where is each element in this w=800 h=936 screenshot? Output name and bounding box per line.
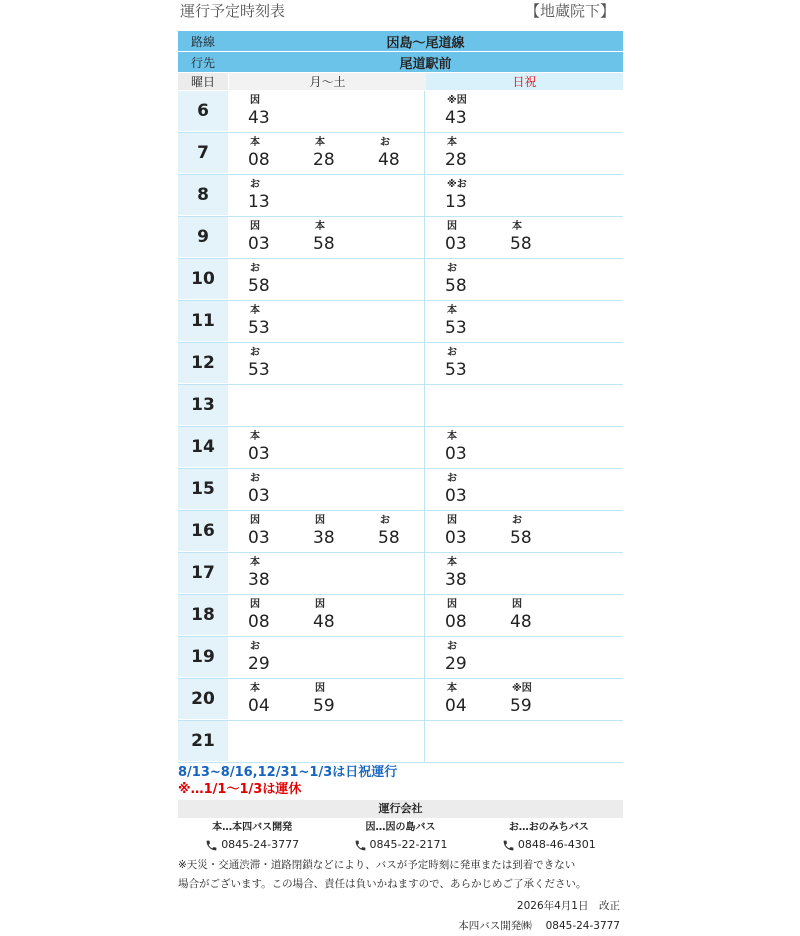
weekday-cell [228, 91, 425, 132]
weekday-header: 月〜土 [228, 73, 426, 90]
departure [445, 469, 485, 506]
departure [248, 469, 288, 506]
holiday-cell [425, 301, 623, 342]
hour-row [178, 259, 623, 301]
departure [510, 595, 550, 632]
publisher-info: 本四バス開発㈱ 0845-24-3777 [458, 920, 620, 932]
departure [445, 259, 485, 296]
hour-label: 7 [178, 133, 228, 174]
weekday-cell [228, 469, 425, 510]
operator-phone [178, 836, 326, 854]
departure-minute: 13 [248, 192, 270, 212]
operator-mark: お [512, 515, 522, 526]
hour-row [178, 343, 623, 385]
day-type-row [178, 73, 623, 91]
departure [248, 217, 288, 254]
departure [248, 133, 288, 170]
holiday-cell [425, 385, 623, 426]
holiday-cell [425, 133, 623, 174]
departure [445, 175, 485, 212]
departure [445, 679, 485, 716]
departure-minute: 28 [313, 150, 335, 170]
departure-minute: 58 [248, 276, 270, 296]
timetable-grid [178, 91, 623, 763]
destination-label: 行先 [178, 52, 228, 72]
operators-list [178, 820, 623, 854]
weekday-cell [228, 511, 425, 552]
operator-mark: 本 [250, 431, 260, 442]
departure-minute: 03 [445, 486, 467, 506]
hour-row [178, 301, 623, 343]
operator-phone [475, 836, 623, 854]
operator-mark: 因 [512, 599, 522, 610]
departure [445, 91, 485, 128]
operator-mark: お [447, 641, 457, 652]
holiday-schedule-note: 8/13~8/16,12/31~1/3は日祝運行 [178, 765, 398, 780]
departure-minute: 08 [445, 612, 467, 632]
disclaimer-line: 場合がございます。この場合、責任は負いかねますので、あらかじめご了承ください。 [178, 878, 587, 890]
route-row [178, 31, 623, 52]
departure-minute: 59 [510, 696, 532, 716]
holiday-cell [425, 469, 623, 510]
holiday-cell [425, 553, 623, 594]
departure-minute: 03 [248, 486, 270, 506]
timetable-page [178, 0, 623, 936]
operator-mark: 本 [315, 137, 325, 148]
departure [248, 175, 288, 212]
operator-phone [326, 836, 474, 854]
holiday-cell [425, 343, 623, 384]
operator-mark: 因 [315, 515, 325, 526]
departure-minute: 59 [313, 696, 335, 716]
holiday-cell [425, 427, 623, 468]
operator-mark: 本 [512, 221, 522, 232]
holiday-cell [425, 637, 623, 678]
hour-label: 12 [178, 343, 228, 384]
disclaimer [178, 856, 623, 894]
operator-item [475, 820, 623, 854]
hour-label: 18 [178, 595, 228, 636]
departure-minute: 03 [248, 528, 270, 548]
operator-mark: お [447, 263, 457, 274]
holiday-cell [425, 259, 623, 300]
departure [248, 343, 288, 380]
hour-row [178, 721, 623, 763]
departure-minute: 29 [248, 654, 270, 674]
operator-mark: 本 [447, 431, 457, 442]
operator-mark: お [447, 473, 457, 484]
operator-mark: お [250, 263, 260, 274]
route-label: 路線 [178, 31, 228, 51]
departure [313, 511, 353, 548]
holiday-cell [425, 175, 623, 216]
departure [510, 511, 550, 548]
departure-minute: 43 [248, 108, 270, 128]
destination-row [178, 52, 623, 73]
operator-mark: 因 [315, 683, 325, 694]
departure [248, 91, 288, 128]
departure-minute: 04 [248, 696, 270, 716]
hour-row [178, 175, 623, 217]
departure-minute: 03 [445, 234, 467, 254]
hour-label: 14 [178, 427, 228, 468]
departure-minute: 28 [445, 150, 467, 170]
stop-name: 【地蔵院下】 [524, 2, 615, 20]
departure [445, 427, 485, 464]
weekday-cell [228, 175, 425, 216]
suspension-note: ※…1/1〜1/3は運休 [178, 782, 302, 797]
departure [313, 217, 353, 254]
page-title: 運行予定時刻表 [180, 2, 286, 20]
departure-minute: 53 [248, 318, 270, 338]
weekday-cell [228, 721, 425, 762]
operator-mark: お [380, 137, 390, 148]
weekday-cell [228, 679, 425, 720]
holiday-header: 日祝 [426, 73, 623, 90]
hour-row [178, 91, 623, 133]
departure [510, 217, 550, 254]
operator-mark: 因 [250, 95, 260, 106]
revision-date: 2026年4月1日 改正 [516, 900, 620, 912]
holiday-cell [425, 91, 623, 132]
departure [445, 217, 485, 254]
departure-minute: 03 [248, 234, 270, 254]
departure-minute: 08 [248, 612, 270, 632]
operators-title: 運行会社 [178, 800, 623, 818]
weekday-cell [228, 595, 425, 636]
departure-minute: 04 [445, 696, 467, 716]
departure [378, 133, 418, 170]
weekday-cell [228, 427, 425, 468]
weekday-cell [228, 637, 425, 678]
operator-mark: お [250, 473, 260, 484]
holiday-cell [425, 217, 623, 258]
phone-icon [205, 839, 218, 852]
departure-minute: 43 [445, 108, 467, 128]
holiday-cell [425, 721, 623, 762]
operator-mark: お [250, 347, 260, 358]
day-label: 曜日 [178, 73, 228, 90]
departure [445, 553, 485, 590]
hour-row [178, 595, 623, 637]
operator-mark: 本 [315, 221, 325, 232]
operator-mark: 因 [447, 599, 457, 610]
hour-row [178, 385, 623, 427]
departure [248, 637, 288, 674]
departure [313, 133, 353, 170]
operator-item [326, 820, 474, 854]
hour-label: 20 [178, 679, 228, 720]
operator-phone-number: 0848-46-4301 [517, 838, 596, 851]
hour-label: 8 [178, 175, 228, 216]
page-header [178, 0, 623, 26]
operator-mark: 因 [447, 221, 457, 232]
hour-label: 19 [178, 637, 228, 678]
operator-mark: 因 [250, 515, 260, 526]
holiday-cell [425, 511, 623, 552]
holiday-cell [425, 679, 623, 720]
departure-minute: 48 [378, 150, 400, 170]
departure [248, 553, 288, 590]
hour-row [178, 217, 623, 259]
departure [248, 259, 288, 296]
hour-label: 6 [178, 91, 228, 132]
operator-mark: 因 [250, 599, 260, 610]
departure [510, 679, 550, 716]
departure-minute: 08 [248, 150, 270, 170]
hour-label: 16 [178, 511, 228, 552]
operator-item [178, 820, 326, 854]
hour-label: 10 [178, 259, 228, 300]
hour-row [178, 553, 623, 595]
weekday-cell [228, 553, 425, 594]
weekday-cell [228, 385, 425, 426]
hour-row [178, 133, 623, 175]
operator-mark: 本 [447, 305, 457, 316]
operator-phone-number: 0845-22-2171 [369, 838, 448, 851]
departure-minute: 58 [313, 234, 335, 254]
operator-mark: お [380, 515, 390, 526]
phone-icon [502, 839, 515, 852]
operator-name: 因…因の島バス [365, 822, 436, 833]
weekday-cell [228, 217, 425, 258]
departure-minute: 03 [445, 444, 467, 464]
departure-minute: 53 [445, 318, 467, 338]
operator-mark: お [447, 347, 457, 358]
operator-mark: 本 [250, 557, 260, 568]
operator-mark: 本 [250, 305, 260, 316]
destination-value: 尾道駅前 [228, 52, 623, 72]
hour-label: 11 [178, 301, 228, 342]
operator-mark: 本 [447, 137, 457, 148]
hour-label: 21 [178, 721, 228, 762]
operator-mark: 因 [250, 221, 260, 232]
hour-label: 9 [178, 217, 228, 258]
hour-label: 15 [178, 469, 228, 510]
route-value: 因島〜尾道線 [228, 31, 623, 51]
departure-minute: 29 [445, 654, 467, 674]
departure [248, 679, 288, 716]
departure-minute: 58 [510, 234, 532, 254]
departure-minute: 03 [445, 528, 467, 548]
departure [445, 133, 485, 170]
operator-mark: 本 [447, 557, 457, 568]
operator-mark: 本 [447, 683, 457, 694]
operator-phone-number: 0845-24-3777 [221, 838, 300, 851]
departure [313, 679, 353, 716]
weekday-cell [228, 343, 425, 384]
departure-minute: 38 [248, 570, 270, 590]
departure-minute: 58 [378, 528, 400, 548]
departure-minute: 53 [248, 360, 270, 380]
departure-minute: 13 [445, 192, 467, 212]
departure-minute: 03 [248, 444, 270, 464]
departure [378, 511, 418, 548]
departure [248, 427, 288, 464]
operator-name: お…おのみちバス [508, 822, 589, 833]
disclaimer-line: ※天災・交通渋滞・道路閉鎖などにより、バスが予定時刻に発車または到着できない [178, 859, 576, 871]
operator-mark: 因 [447, 515, 457, 526]
operator-mark: ※因 [447, 95, 467, 106]
operator-mark: お [250, 179, 260, 190]
hour-row [178, 427, 623, 469]
hour-label: 17 [178, 553, 228, 594]
holiday-cell [425, 595, 623, 636]
weekday-cell [228, 259, 425, 300]
departure [445, 511, 485, 548]
operator-mark: お [250, 641, 260, 652]
departure-minute: 58 [510, 528, 532, 548]
departure-minute: 53 [445, 360, 467, 380]
departure [445, 595, 485, 632]
departure [445, 343, 485, 380]
departure-minute: 48 [313, 612, 335, 632]
operator-mark: 因 [315, 599, 325, 610]
departure [445, 637, 485, 674]
departure [313, 595, 353, 632]
phone-icon [354, 839, 367, 852]
operator-name: 本…本四バス開発 [212, 822, 293, 833]
operator-mark: ※お [447, 179, 467, 190]
departure-minute: 48 [510, 612, 532, 632]
departure [248, 511, 288, 548]
departure-minute: 38 [313, 528, 335, 548]
hour-row [178, 637, 623, 679]
hour-row [178, 469, 623, 511]
hour-label: 13 [178, 385, 228, 426]
departure-minute: 58 [445, 276, 467, 296]
hour-row [178, 511, 623, 553]
departure [248, 301, 288, 338]
weekday-cell [228, 301, 425, 342]
hour-row [178, 679, 623, 721]
departure [445, 301, 485, 338]
weekday-cell [228, 133, 425, 174]
operator-mark: 本 [250, 683, 260, 694]
departure-minute: 38 [445, 570, 467, 590]
operator-mark: 本 [250, 137, 260, 148]
notes [178, 764, 623, 798]
departure [248, 595, 288, 632]
operator-mark: ※因 [512, 683, 532, 694]
